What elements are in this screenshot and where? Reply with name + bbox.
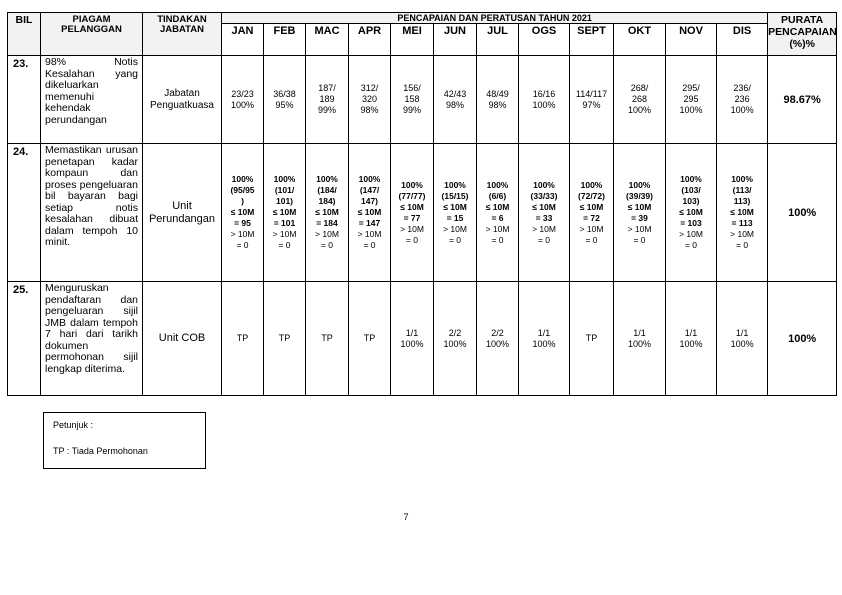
header-month-mac: MAC (306, 24, 349, 56)
value-line: 295/ (682, 83, 700, 93)
header-month-feb: FEB (264, 24, 306, 56)
value-line: > 10M (272, 229, 297, 239)
value-line-bold: 100% (358, 174, 381, 184)
value-line-bold: = 103 (680, 218, 702, 228)
value-line-bold: ≤ 10M (485, 201, 510, 212)
value-line-bold: = 95 (234, 218, 251, 228)
value-line-bold: (72/72) (578, 190, 605, 201)
month-value-mac (306, 56, 349, 144)
legend-box (43, 412, 206, 469)
purata-value: 98.67% (768, 56, 837, 144)
purata-value: 100% (768, 282, 837, 396)
value-line: 100% (679, 338, 703, 349)
value-line-bold: 147) (360, 196, 378, 206)
value-line-bold: ≤ 10M (272, 207, 297, 217)
legend-tp: TP : Tiada Permohonan (53, 446, 148, 456)
value-line: 100% (230, 99, 255, 110)
value-line: 98% (488, 99, 507, 110)
value-line: 42/43 (443, 88, 467, 99)
row-number: 23. (8, 56, 41, 144)
value-line-bold: 100% (401, 179, 423, 190)
month-value-apr (349, 56, 391, 144)
month-value-mei (391, 144, 434, 282)
value-line: 98% (360, 105, 379, 115)
tindakan-department: Unit Perundangan (143, 144, 222, 282)
header-month-sept: SEPT (570, 24, 614, 56)
value-line: 236 (734, 94, 750, 104)
value-line: 99% (317, 105, 336, 115)
value-line-bold: 100% (731, 174, 753, 184)
page-number: 7 (403, 512, 409, 522)
header-bil: BIL (8, 13, 41, 56)
month-value-jun (434, 56, 477, 144)
tindakan-department: Unit COB (143, 282, 222, 396)
month-value-okt (614, 282, 666, 396)
value-line-bold: ≤ 10M (679, 207, 703, 217)
value-line-bold: 113) (733, 196, 751, 206)
value-line: 268/ (630, 83, 649, 93)
value-line-bold: (15/15) (441, 190, 469, 201)
value-line: 98% (445, 99, 464, 110)
value-line: = 0 (448, 234, 462, 245)
header-month-jul: JUL (477, 24, 519, 56)
value-line: > 10M (357, 229, 382, 239)
month-value-nov (666, 56, 717, 144)
value-line-bold: 100% (444, 179, 466, 190)
value-line-bold: = 184 (316, 218, 338, 228)
month-value-sept (570, 282, 614, 396)
value-line: 100% (627, 105, 652, 115)
value-line-bold: = 33 (535, 212, 553, 223)
value-line: 16/16 (532, 88, 556, 99)
header-pencapaian: PENCAPAIAN DAN PERATUSAN TAHUN 2021 (222, 13, 768, 24)
value-line: 100% (485, 338, 510, 349)
value-line-bold: = 147 (358, 218, 381, 228)
value-line: TP (236, 333, 249, 343)
value-line: 1/1 (735, 327, 749, 338)
header-month-dis: DIS (717, 24, 768, 56)
value-line-bold: (184/ (317, 185, 337, 195)
value-line-bold: (95/95 (230, 185, 255, 195)
month-value-feb (264, 282, 306, 396)
month-value-jul (477, 56, 519, 144)
month-value-jul (477, 282, 519, 396)
value-line-bold: (101/ (274, 185, 295, 195)
header-month-ogs: OGS (519, 24, 570, 56)
achievement-table (7, 12, 837, 396)
value-line-bold: = 39 (631, 212, 648, 223)
value-line-bold: (103/ (681, 185, 701, 195)
month-value-sept (570, 144, 614, 282)
value-line: = 0 (684, 240, 698, 250)
month-value-mei (391, 282, 434, 396)
value-line: = 0 (278, 240, 291, 250)
value-line: = 0 (633, 234, 646, 245)
value-line: = 0 (363, 240, 376, 250)
value-line: > 10M (443, 223, 467, 234)
row-number: 24. (8, 144, 41, 282)
header-month-nov: NOV (666, 24, 717, 56)
value-line: = 0 (736, 240, 749, 250)
value-line-bold: (6/6) (488, 190, 507, 201)
value-line: 100% (443, 338, 467, 349)
value-line-bold: = 15 (446, 212, 464, 223)
value-line: = 0 (491, 234, 504, 245)
value-line: 100% (730, 105, 754, 115)
value-line: 1/1 (405, 327, 419, 338)
value-line: 99% (402, 105, 421, 115)
value-line-bold: (77/77) (398, 190, 426, 201)
value-line: 100% (679, 105, 703, 115)
value-line-bold: ) (241, 196, 244, 206)
value-line-bold: ≤ 10M (443, 201, 467, 212)
value-line: 312/ (360, 83, 379, 93)
value-line-bold: = 101 (273, 218, 296, 228)
header-piagam-pelanggan: PIAGAM PELANGGAN (41, 13, 143, 56)
value-line-bold: 100% (273, 174, 296, 184)
month-value-nov (666, 282, 717, 396)
piagam-description: 98% Notis Kesalahan yang dikeluarkan memenuhi kehendak perundangan (41, 56, 143, 144)
row-number: 25. (8, 282, 41, 396)
value-line-bold: ≤ 10M (532, 201, 556, 212)
header-tindakan-jabatan: TINDAKAN JABATAN (143, 13, 222, 56)
month-value-dis (717, 56, 768, 144)
value-line-bold: ≤ 10M (400, 201, 424, 212)
value-line: = 0 (236, 240, 249, 250)
table-row (8, 144, 837, 282)
month-value-jan (222, 56, 264, 144)
value-line: > 10M (679, 229, 703, 239)
value-line: 100% (532, 338, 556, 349)
month-value-mac (306, 282, 349, 396)
value-line-bold: = 72 (583, 212, 600, 223)
month-value-jan (222, 282, 264, 396)
value-line: TP (363, 333, 376, 343)
value-line: > 10M (532, 223, 556, 234)
value-line-bold: 100% (316, 174, 338, 184)
piagam-description: Memastikan urusan penetapan kadar kompaun dan proses pengeluaran bil bayaran bagi setiap notis kesalahan dibuat dalam tempoh 10 minit. (41, 144, 143, 282)
value-line-bold: (39/39) (626, 190, 653, 201)
value-line: 268 (631, 94, 648, 104)
value-line: 23/23 (231, 88, 254, 99)
value-line-bold: 184) (318, 196, 336, 206)
month-value-jun (434, 282, 477, 396)
value-line: 100% (627, 338, 652, 349)
value-line: 114/117 (575, 88, 608, 99)
value-line: = 0 (537, 234, 551, 245)
table-row (8, 56, 837, 144)
value-line-bold: = 6 (491, 212, 504, 223)
value-line: 95% (275, 99, 294, 110)
value-line-bold: 100% (580, 179, 603, 190)
month-value-apr (349, 144, 391, 282)
value-line: 100% (730, 338, 754, 349)
value-line: 187/ (318, 83, 336, 93)
month-value-ogs (519, 56, 570, 144)
header-month-okt: OKT (614, 24, 666, 56)
purata-value: 100% (768, 144, 837, 282)
month-value-ogs (519, 144, 570, 282)
month-value-feb (264, 56, 306, 144)
value-line-bold: ≤ 10M (627, 201, 652, 212)
value-line: 2/2 (491, 327, 504, 338)
value-line: 320 (361, 94, 378, 104)
month-value-jan (222, 144, 264, 282)
month-value-ogs (519, 282, 570, 396)
value-line-bold: ≤ 10M (579, 201, 604, 212)
value-line: TP (278, 333, 291, 343)
value-line-bold: 100% (231, 174, 254, 184)
value-line: 100% (532, 99, 556, 110)
value-line-bold: ≤ 10M (315, 207, 339, 217)
table-row (8, 282, 837, 396)
value-line: > 10M (400, 223, 424, 234)
value-line: 100% (400, 338, 424, 349)
value-line-bold: (113/ (732, 185, 752, 195)
header-month-jan: JAN (222, 24, 264, 56)
month-value-nov (666, 144, 717, 282)
value-line: 295 (683, 94, 699, 104)
value-line-bold: 100% (486, 179, 509, 190)
month-value-mac (306, 144, 349, 282)
value-line-bold: 100% (628, 179, 651, 190)
value-line: 158 (404, 94, 420, 104)
month-value-sept (570, 56, 614, 144)
value-line-bold: 100% (680, 174, 702, 184)
month-value-dis (717, 282, 768, 396)
value-line-bold: ≤ 10M (730, 207, 754, 217)
header-month-mei: MEI (391, 24, 434, 56)
value-line: 1/1 (633, 327, 646, 338)
value-line: 2/2 (448, 327, 462, 338)
value-line-bold: = 113 (731, 218, 753, 228)
value-line: = 0 (405, 234, 419, 245)
value-line-bold: ≤ 10M (357, 207, 382, 217)
tindakan-department: Jabatan Penguatkuasa (143, 56, 222, 144)
value-line: 36/38 (273, 88, 296, 99)
value-line: TP (321, 333, 333, 343)
value-line: 236/ (733, 83, 751, 93)
value-line-bold: ≤ 10M (230, 207, 255, 217)
month-value-jul (477, 144, 519, 282)
month-value-apr (349, 282, 391, 396)
header-month-apr: APR (349, 24, 391, 56)
value-line-bold: (33/33) (530, 190, 558, 201)
month-value-okt (614, 56, 666, 144)
value-line: TP (585, 333, 598, 343)
value-line: 1/1 (684, 327, 698, 338)
value-line: = 0 (585, 234, 598, 245)
value-line: 97% (582, 99, 601, 110)
month-value-jun (434, 144, 477, 282)
value-line: 48/49 (486, 88, 509, 99)
value-line: > 10M (627, 223, 652, 234)
value-line: > 10M (230, 229, 255, 239)
piagam-description: Menguruskan pendaftaran dan pengeluaran sijil JMB dalam tempoh 7 hari dari tarikh dokumen permohonan sijil lengkap diterima. (41, 282, 143, 396)
legend-title: Petunjuk : (53, 420, 94, 430)
value-line: > 10M (730, 229, 755, 239)
value-line: > 10M (579, 223, 604, 234)
header-month-jun: JUN (434, 24, 477, 56)
value-line: 189 (319, 94, 335, 104)
value-line-bold: 101) (275, 196, 293, 206)
value-line-bold: = 77 (403, 212, 421, 223)
value-line-bold: (147/ (359, 185, 380, 195)
header-purata-pencapaian: PURATA PENCAPAIAN (%)% (768, 13, 837, 56)
value-line-bold: 103) (682, 196, 700, 206)
value-line-bold: 100% (533, 179, 555, 190)
month-value-dis (717, 144, 768, 282)
value-line: 156/ (403, 83, 421, 93)
month-value-mei (391, 56, 434, 144)
month-value-feb (264, 144, 306, 282)
month-value-okt (614, 144, 666, 282)
value-line: > 10M (485, 223, 510, 234)
value-line: = 0 (320, 240, 334, 250)
value-line: > 10M (315, 229, 339, 239)
value-line: 1/1 (537, 327, 551, 338)
